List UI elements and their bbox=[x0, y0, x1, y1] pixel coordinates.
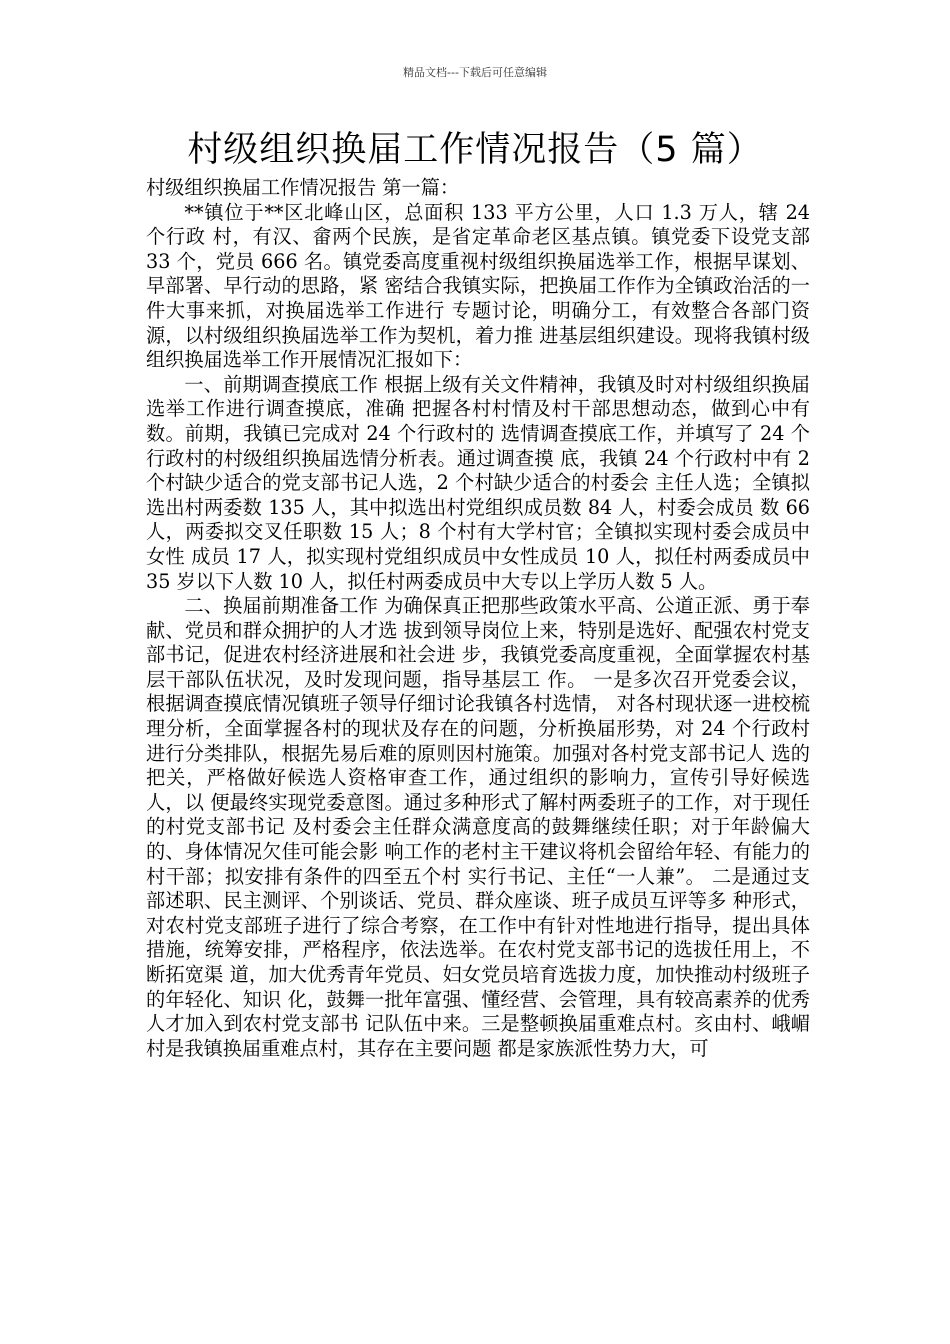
paragraph-intro: **镇位于**区北峰山区，总面积 133 平方公里，人口 1.3 万人，辖 24 个行政 村，有汉、畲两个民族，是省定革命老区基点镇。镇党委下设党支部 33 个，党员 666 名。镇党委高度重视村级组织换届选举工作，根据早谋划、早部署、早行动的思路，紧 密结合我镇实际，把换届工作作为全镇政治活的一件大事来抓，对换届选举工作进行 专题讨论，明确分工，有效整合各部门资源，以村级组织换届选举工作为契机，着力推 进基层组织建设。现将我镇村级组织换届选举工作开展情况汇报如下： bbox=[146, 200, 810, 372]
paragraph-section-2: 二、换届前期准备工作 为确保真正把那些政策水平高、公道正派、勇于奉献、党员和群众拥护的人才选 拔到领导岗位上来，特别是选好、配强农村党支部书记，促进农村经济进展和社会进 步，我镇党委高度重视，全面掌握农村基层干部队伍状况，及时发现问题，指导基层工 作。 一是多次召开党委会议，根据调查摸底情况镇班子领导仔细讨论我镇各村选情， 对各村现状逐一进校梳理分析，全面掌握各村的现状及存在的问题，分析换届形势，对 24 个行政村进行分类排队，根据先易后难的原则因村施策。加强对各村党支部书记人 选的把关，严格做好候选人资格审查工作，通过组织的影响力，宣传引导好候选人，以 便最终实现党委意图。通过多种形式了解村两委班子的工作，对于现任的村党支部书记 及村委会主任群众满意度高的鼓舞继续任职；对于年龄偏大的、身体情况欠佳可能会影 响工作的老村主干建议将机会留给年轻、有能力的村干部；拟安排有条件的四至五个村 实行书记、主任“一人兼”。 二是通过支部述职、民主测评、个别谈话、党员、群众座谈、班子成员互评等多 种形式，对农村党支部班子进行了综合考察，在工作中有针对性地进行指导，提出具体 措施，统筹安排，严格程序，依法选举。在农村党支部书记的选拔任用上，不断拓宽渠 道，加大优秀青年党员、妇女党员培育选拔力度，加快推动村级班子的年轻化、知识 化，鼓舞一批年富强、懂经营、会管理，具有较高素养的优秀人才加入到农村党支部书 记队伍中来。三是整顿换届重难点村。亥由村、峨嵋村是我镇换届重难点村，其存在主要问题 都是家族派性势力大，可 bbox=[146, 594, 810, 1060]
document-body bbox=[146, 176, 810, 1061]
page-header-note: 精品文档---下载后可任意编辑 bbox=[403, 66, 547, 79]
paragraph-section-1: 一、前期调查摸底工作 根据上级有关文件精神，我镇及时对村级组织换届选举工作进行调查摸底，准确 把握各村村情及村干部思想动态，做到心中有数。前期，我镇已完成对 24 个行政村的 选情调查摸底工作，并填写了 24 个行政村的村级组织换届选情分析表。通过调查摸 底，我镇 24 个行政村中有 2 个村缺少适合的党支部书记人选，2 个村缺少适合的村委会 主任人选；全镇拟选出村两委数 135 人，其中拟选出村党组织成员数 84 人，村委会成员 数 66 人，两委拟交叉任职数 15 人；8 个村有大学村官；全镇拟实现村委会成员中女性 成员 17 人，拟实现村党组织成员中女性成员 10 人，拟任村两委成员中 35 岁以下人数 10 人，拟任村两委成员中大专以上学历人数 5 人。 bbox=[146, 372, 810, 593]
section-heading: 村级组织换届工作情况报告 第一篇： bbox=[146, 176, 460, 199]
document-title: 村级组织换届工作情况报告（5 篇） bbox=[187, 130, 763, 170]
